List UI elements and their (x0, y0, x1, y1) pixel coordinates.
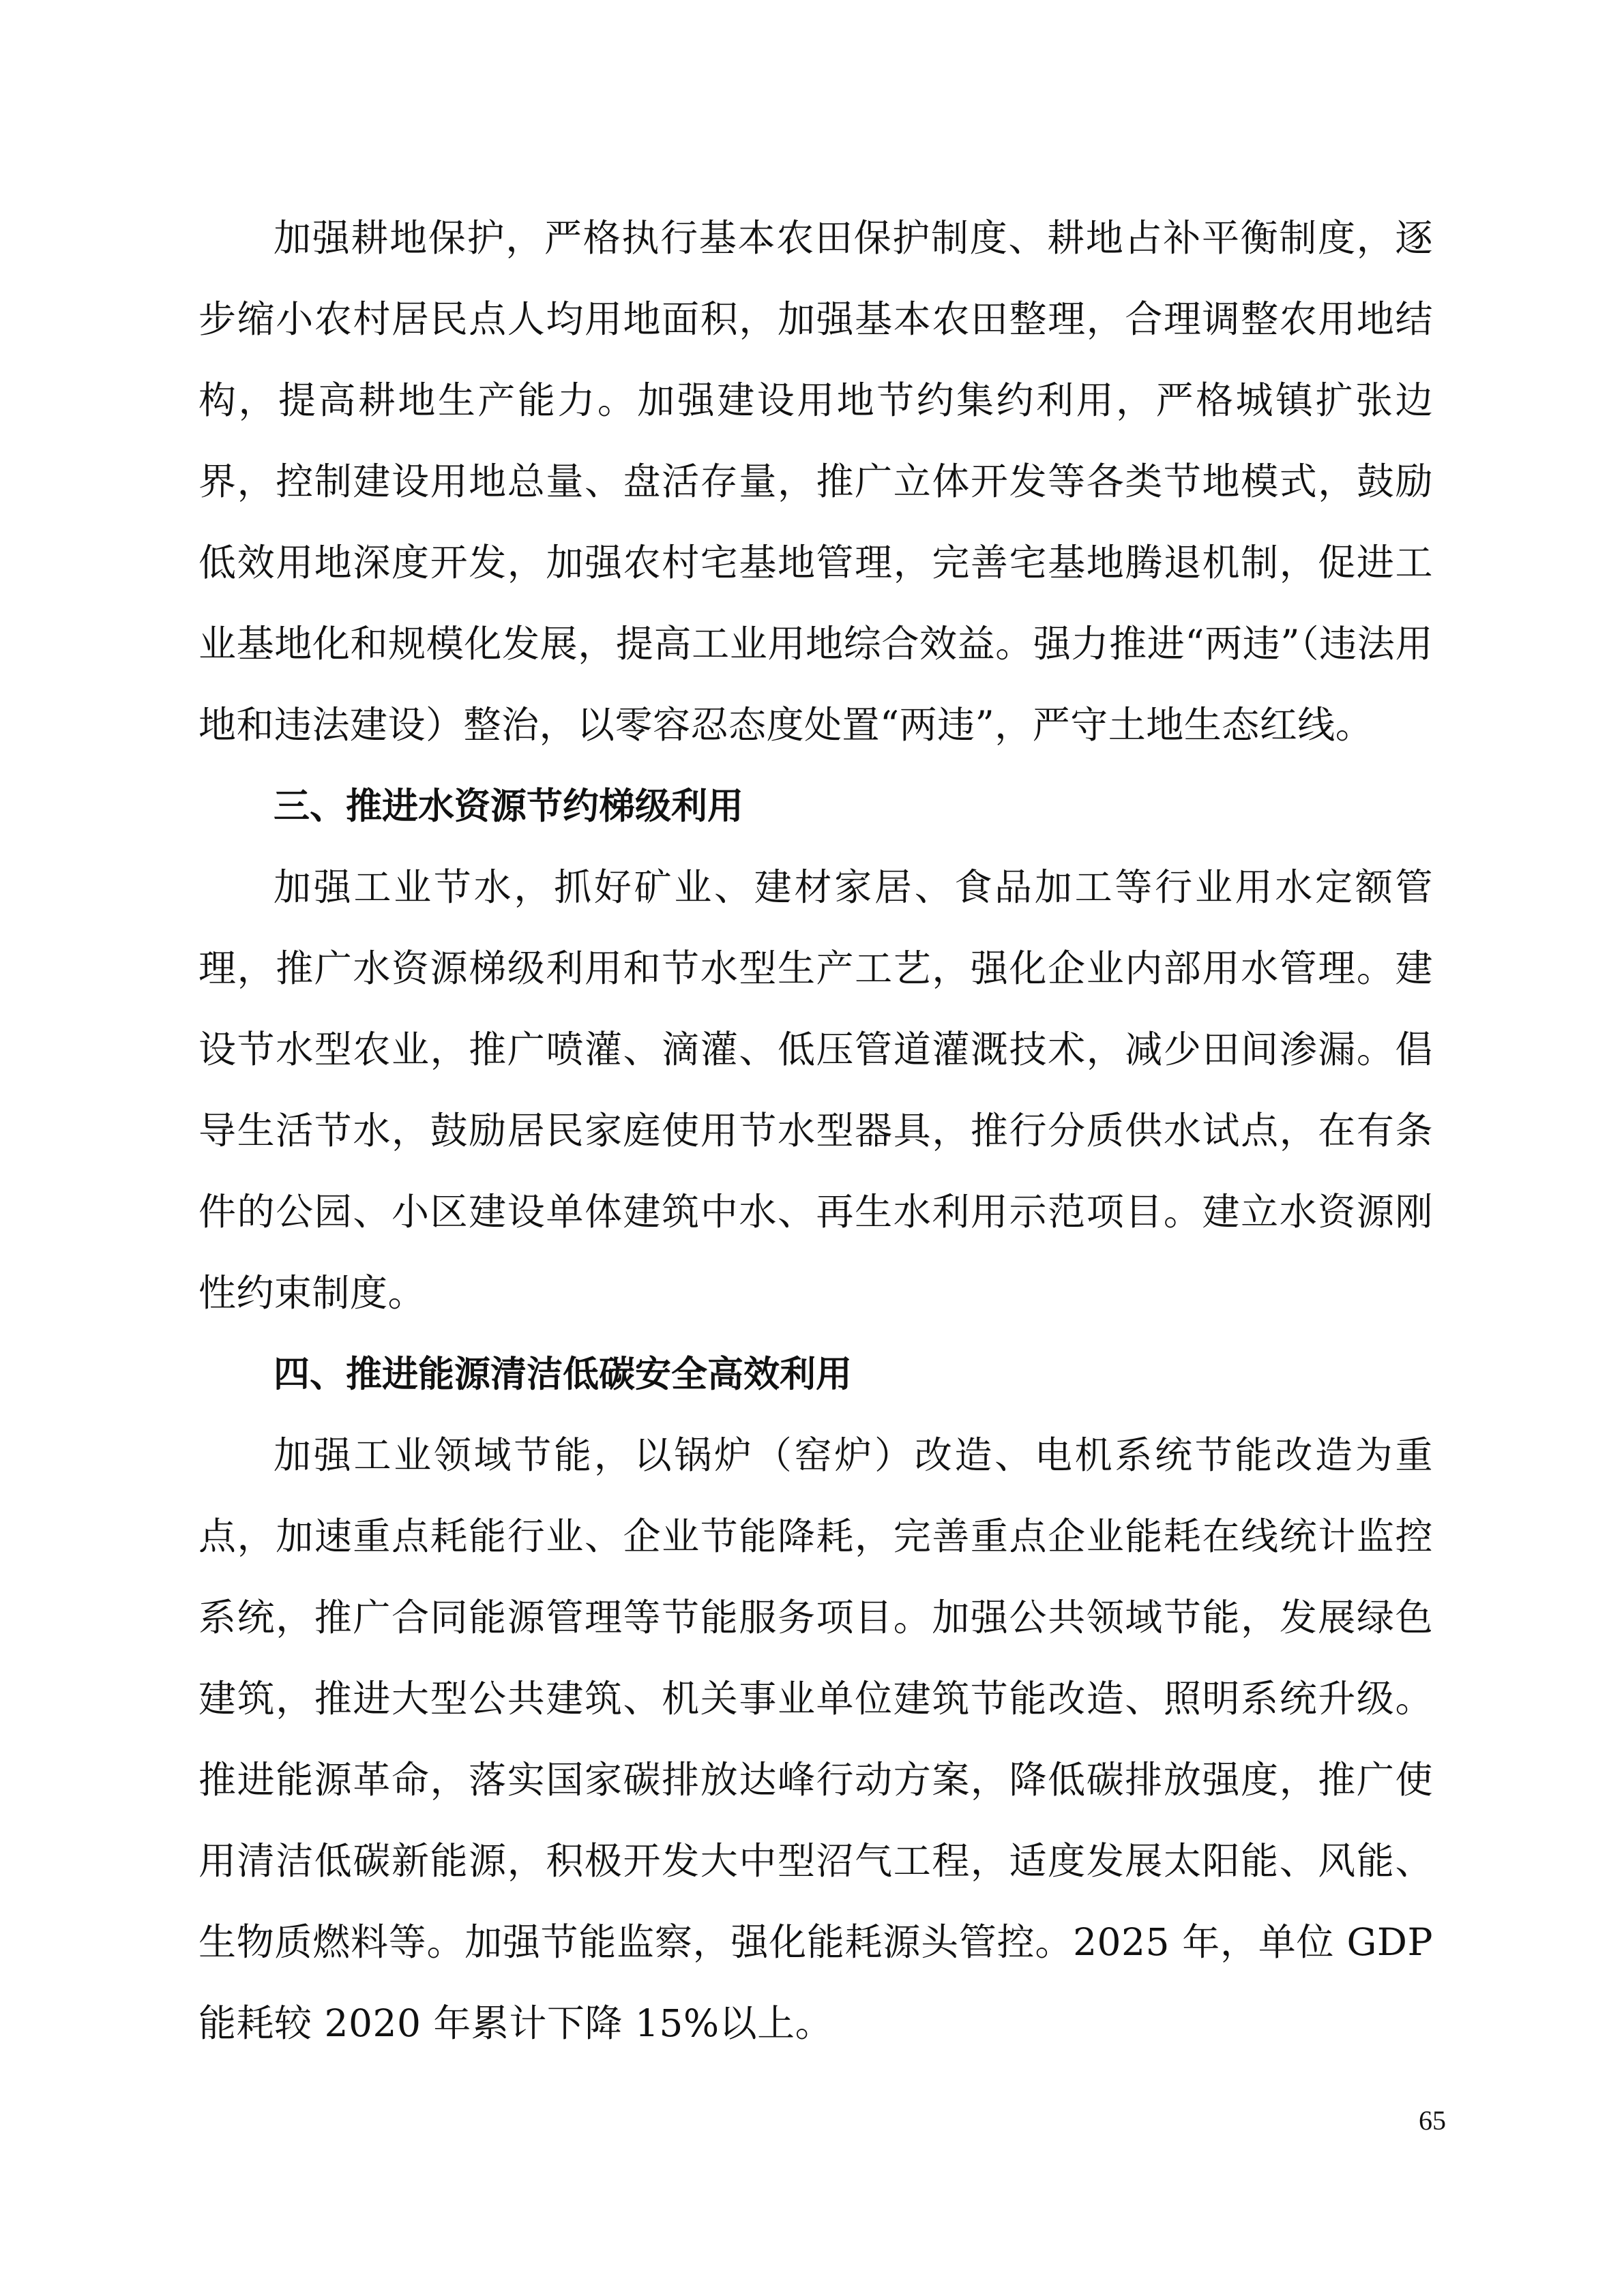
section-heading-water: 三、推进水资源节约梯级利用 (274, 786, 743, 827)
section-heading-energy: 四、推进能源清洁低碳安全高效利用 (274, 1354, 852, 1395)
paragraph-land-protection: 加强耕地保护，严格执行基本农田保护制度、耕地占补平衡制度，逐步缩小农村居民点人均用地面积，加强基本农田整理，合理调整农用地结构，提高耕地生产能力。加强建设用地节约集约利用，严格城镇扩张边界，控制建设用地总量、盘活存量，推广立体开发等各类节地模式，鼓励低效用地深度开发，加强农村宅基地管理，完善宅基地腾退机制，促进工业基地化和规模化发展，提高工业用地综合效益。强力推进“两违”（违法用地和违法建设）整治，以零容忍态度处置“两违”，严守土地生态红线。 (198, 216, 1433, 747)
paragraph-water-saving: 加强工业节水，抓好矿业、建材家居、食品加工等行业用水定额管理，推广水资源梯级利用和节水型生产工艺，强化企业内部用水管理。建设节水型农业，推广喷灌、滴灌、低压管道灌溉技术，减少田间渗漏。倡导生活节水，鼓励居民家庭使用节水型器具，推行分质供水试点，在有条件的公园、小区建设单体建筑中水、再生水利用示范项目。建立水资源刚性约束制度。 (198, 865, 1433, 1315)
page-number: 65 (1419, 2105, 1446, 2136)
paragraph-energy-saving: 加强工业领域节能，以锅炉（窑炉）改造、电机系统节能改造为重点，加速重点耗能行业、企业节能降耗，完善重点企业能耗在线统计监控系统，推广合同能源管理等节能服务项目。加强公共领域节能，发展绿色建筑，推进大型公共建筑、机关事业单位建筑节能改造、照明系统升级。推进能源革命，落实国家碳排放达峰行动方案，降低碳排放强度，推广使用清洁低碳新能源，积极开发大中型沼气工程，适度发展太阳能、风能、生物质燃料等。加强节能监察，强化能耗源头管控。2025 年，单位 GDP 能耗较 2020 年累计下降 15%以上。 (198, 1433, 1433, 2045)
document-body (198, 198, 1433, 2064)
